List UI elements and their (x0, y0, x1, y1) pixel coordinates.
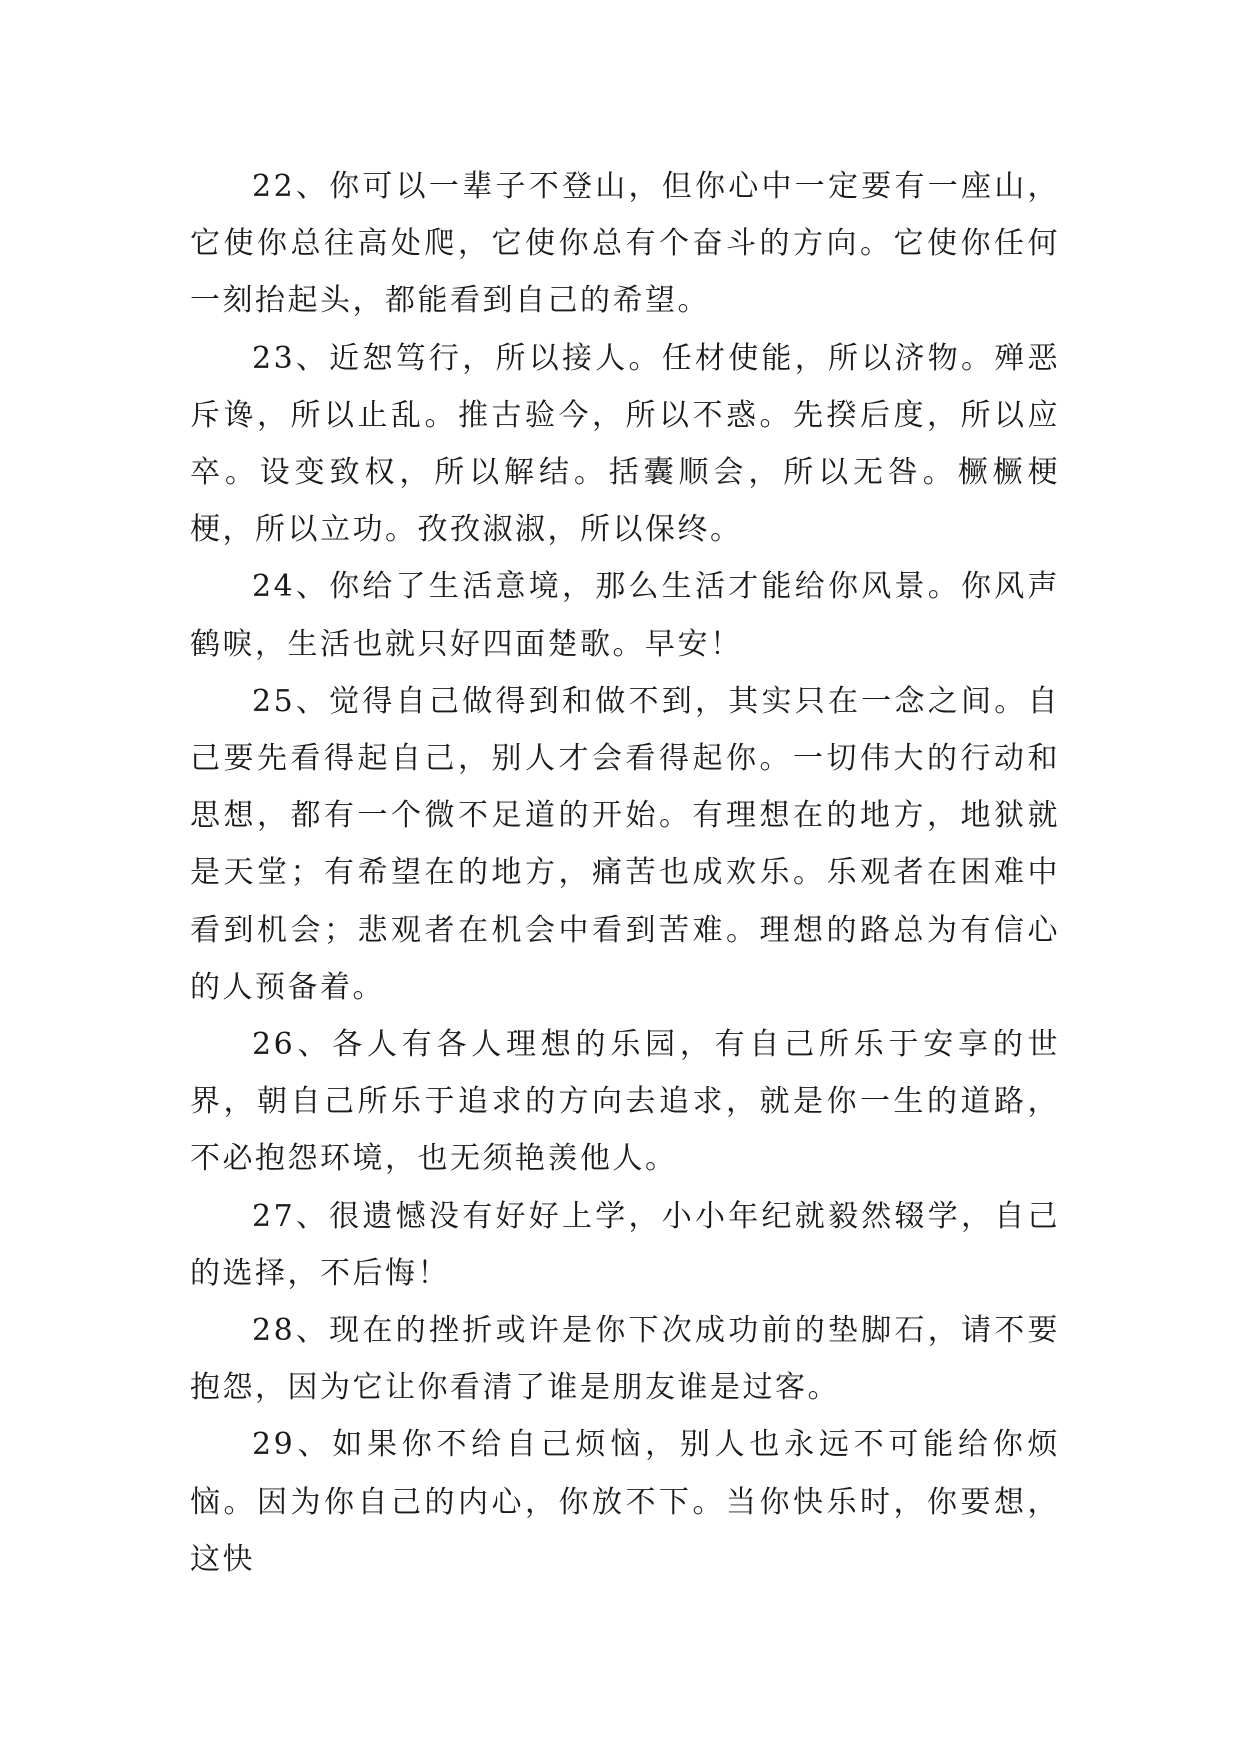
paragraph-27: 27、很遗憾没有好好上学，小小年纪就毅然辍学，自己的选择，不后悔！ (190, 1198, 1060, 1291)
paragraph-25: 25、觉得自己做得到和做不到，其实只在一念之间。自己要先看得起自己，别人才会看得起你。一切伟大的行动和思想，都有一个微不足道的开始。有理想在的地方，地狱就是天堂；有希望在的地方，痛苦也成欢乐。乐观者在困难中看到机会；悲观者在机会中看到苦难。理想的路总为有信心的人预备着。 (190, 683, 1060, 1005)
paragraph-26: 26、各人有各人理想的乐园，有自己所乐于安享的世界，朝自己所乐于追求的方向去追求，就是你一生的道路，不必抱怨环境，也无须艳羡他人。 (190, 1027, 1060, 1177)
paragraph-29: 29、如果你不给自己烦恼，别人也永远不可能给你烦恼。因为你自己的内心，你放不下。当你快乐时，你要想，这快 (190, 1427, 1060, 1577)
document-body (190, 158, 1060, 1588)
paragraph-24: 24、你给了生活意境，那么生活才能给你风景。你风声鹤唳，生活也就只好四面楚歌。早安！ (190, 569, 1060, 662)
paragraph-28: 28、现在的挫折或许是你下次成功前的垫脚石，请不要抱怨，因为它让你看清了谁是朋友谁是过客。 (190, 1313, 1060, 1406)
paragraph-22: 22、你可以一辈子不登山，但你心中一定要有一座山，它使你总往高处爬，它使你总有个奋斗的方向。它使你任何一刻抬起头，都能看到自己的希望。 (190, 169, 1060, 319)
paragraph-23: 23、近恕笃行，所以接人。任材使能，所以济物。殚恶斥谗，所以止乱。推古验今，所以不惑。先揆后度，所以应卒。设变致权，所以解结。括囊顺会，所以无咎。橛橛梗梗，所以立功。孜孜淑淑，所以保终。 (190, 340, 1060, 548)
